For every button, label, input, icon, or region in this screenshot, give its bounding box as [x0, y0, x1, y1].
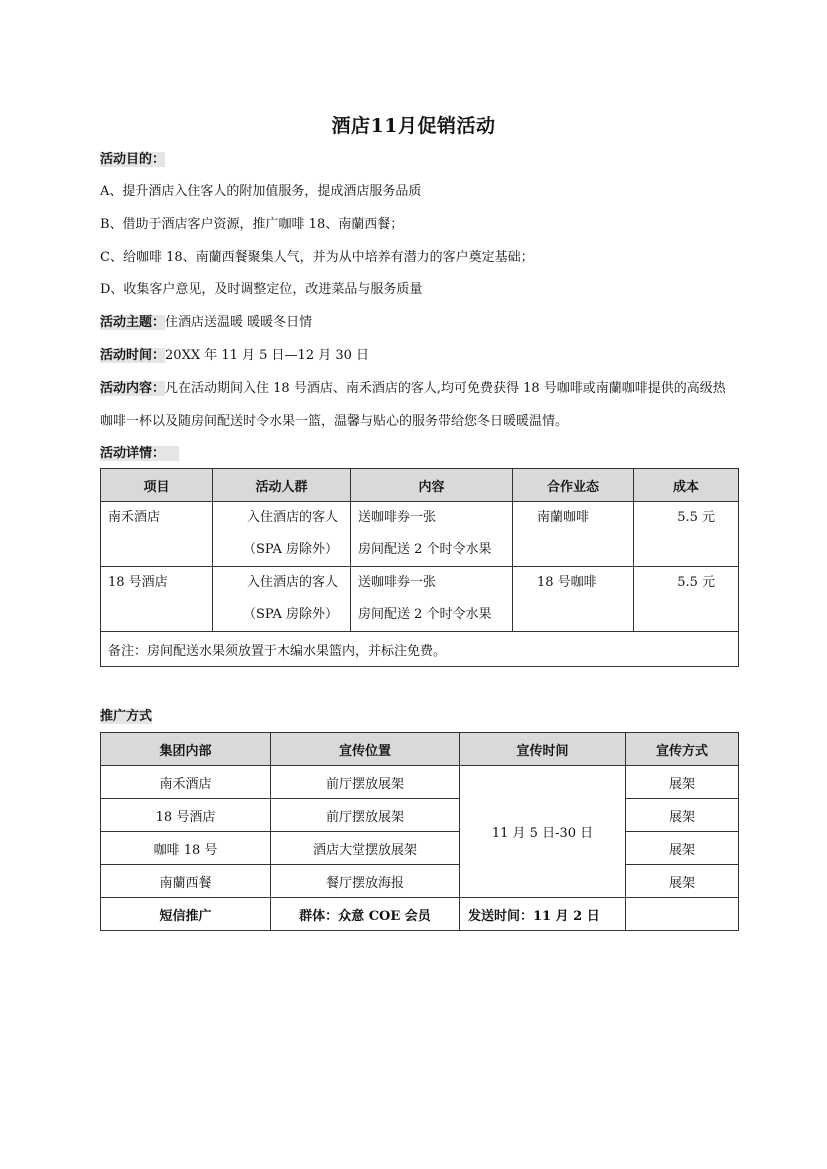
table-row — [101, 502, 739, 567]
table-row — [101, 766, 739, 799]
time-label: 活动时间： — [100, 348, 166, 363]
details-header-row — [101, 469, 739, 502]
purpose-item-b: B、借助于酒店客户资源，推广咖啡 18、南蘭西餐； — [100, 217, 404, 232]
time-value: 20XX 年 11 月 5 日—12 月 30 日 — [165, 348, 370, 363]
promotion-unit: 18 号酒店 — [101, 799, 271, 832]
details-cost: 5.5 元 — [634, 502, 739, 567]
promotion-header-time: 宣传时间 — [460, 733, 626, 766]
sms-group: 群体：众意 COE 会员 — [271, 898, 460, 931]
promotion-location: 前厅摆放展架 — [271, 799, 460, 832]
table-row — [101, 832, 739, 865]
content-label: 活动内容： — [100, 381, 166, 396]
theme-value: 住酒店送温暖 暖暖冬日情 — [165, 315, 313, 330]
table-row — [101, 567, 739, 632]
purpose-heading — [100, 150, 165, 170]
details-content: 送咖啡券一张 房间配送 2 个时令水果 — [351, 502, 513, 567]
promotion-method: 展架 — [626, 799, 739, 832]
details-note: 备注：房间配送水果须放置于木编水果篮内，并标注免费。 — [101, 632, 739, 667]
content-paragraph — [100, 372, 738, 438]
details-group: 入住酒店的客人 （SPA 房除外） — [213, 502, 351, 567]
details-content: 送咖啡券一张 房间配送 2 个时令水果 — [351, 567, 513, 632]
promotion-method: 展架 — [626, 865, 739, 898]
theme-label: 活动主题： — [100, 315, 166, 330]
promotion-unit: 咖啡 18 号 — [101, 832, 271, 865]
time-line — [100, 346, 369, 366]
details-header-cost: 成本 — [634, 469, 739, 502]
details-partner: 南蘭咖啡 — [513, 502, 634, 567]
purpose-item-d: D、收集客户意见，及时调整定位，改进菜品与服务质量 — [100, 282, 423, 297]
details-note-row — [101, 632, 739, 667]
promotion-header-unit: 集团内部 — [101, 733, 271, 766]
details-group: 入住酒店的客人 （SPA 房除外） — [213, 567, 351, 632]
details-header-partner: 合作业态 — [513, 469, 634, 502]
promotion-header-location: 宣传位置 — [271, 733, 460, 766]
promotion-header-row — [101, 733, 739, 766]
details-project: 南禾酒店 — [101, 502, 213, 567]
details-partner: 18 号咖啡 — [513, 567, 634, 632]
promotion-label: 推广方式 — [100, 709, 153, 724]
purpose-label: 活动目的： — [100, 152, 166, 167]
sms-row — [101, 898, 739, 931]
purpose-item-c: C、给咖啡 18、南蘭西餐聚集人气，并为从中培养有潜力的客户奠定基础； — [100, 250, 534, 265]
promotion-location: 酒店大堂摆放展架 — [271, 832, 460, 865]
purpose-item-a: A、提升酒店入住客人的附加值服务，提成酒店服务品质 — [100, 184, 422, 199]
details-cost: 5.5 元 — [634, 567, 739, 632]
content-value: 凡在活动期间入住 18 号酒店、南禾酒店的客人,均可免费获得 18 号咖啡或南蘭咖啡提供的高级热咖啡一杯以及随房间配送时令水果一篮，温馨与贴心的服务带给您冬日暖暖温情。 — [100, 381, 726, 429]
promotion-method: 展架 — [626, 832, 739, 865]
promotion-unit: 南禾酒店 — [101, 766, 271, 799]
details-header-group: 活动人群 — [213, 469, 351, 502]
theme-line — [100, 313, 312, 333]
details-label: 活动详情： — [100, 446, 179, 461]
promotion-location: 前厅摆放展架 — [271, 766, 460, 799]
promotion-method: 展架 — [626, 766, 739, 799]
sms-label: 短信推广 — [101, 898, 271, 931]
details-project: 18 号酒店 — [101, 567, 213, 632]
details-table — [100, 468, 739, 667]
table-row — [101, 799, 739, 832]
sms-method — [626, 898, 739, 931]
details-header-content: 内容 — [351, 469, 513, 502]
promotion-location: 餐厅摆放海报 — [271, 865, 460, 898]
promotion-header-method: 宣传方式 — [626, 733, 739, 766]
details-heading — [100, 444, 179, 464]
table-row — [101, 865, 739, 898]
promotion-heading — [100, 707, 152, 727]
promotion-period: 11 月 5 日-30 日 — [460, 766, 626, 898]
details-header-project: 项目 — [101, 469, 213, 502]
sms-send-time: 发送时间：11 月 2 日 — [460, 898, 626, 931]
page-title: 酒店11月促销活动 — [331, 115, 496, 137]
promotion-unit: 南蘭西餐 — [101, 865, 271, 898]
promotion-table — [100, 732, 739, 931]
